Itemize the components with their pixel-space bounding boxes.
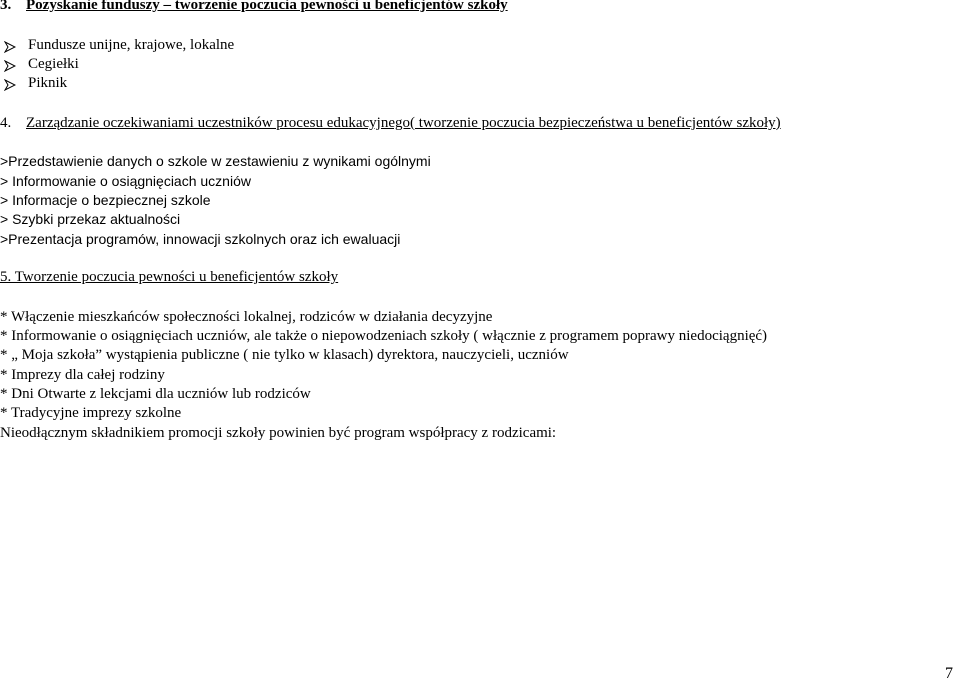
section-5-item: * Imprezy dla całej rodziny [0, 367, 165, 383]
section-3-heading [0, 0, 508, 15]
bullet-label: Cegiełki [28, 56, 79, 72]
section-5-item: * Dni Otwarte z lekcjami dla uczniów lub rodziców [0, 386, 311, 402]
section-3-title: Pozyskanie funduszy – tworzenie poczucia pewności u beneficjentów szkoły [26, 0, 508, 13]
section-5-item: * Informowanie o osiągnięciach uczniów, ale także o niepowodzeniach szkoły ( włącznie z programem poprawy niedociągnięć) [0, 328, 768, 344]
page-number: 7 [945, 665, 953, 682]
section-4-title: Zarządzanie oczekiwaniami uczestników procesu edukacyjnego( tworzenie poczucia bezpieczeństwa u beneficjentów szkoły) [26, 115, 781, 131]
bullet-label: Piknik [28, 75, 68, 91]
section-4-heading [0, 114, 781, 133]
section-5-closing: Nieodłącznym składnikiem promocji szkoły powinien być program współpracy z rodzicami: [0, 425, 557, 441]
section-3-number: 3. [0, 0, 12, 13]
bullet-item-picnic [4, 74, 67, 93]
section-5-item: * Włączenie mieszkańców społeczności lokalnej, rodziców w działania decyzyjne [0, 309, 493, 325]
arrow-bullet-icon [4, 59, 16, 71]
section-5-heading: 5. Tworzenie poczucia pewności u beneficjentów szkoły [0, 269, 339, 285]
bullet-item-funding [4, 36, 234, 55]
section-4-item: > Informowanie o osiągnięciach uczniów [0, 173, 251, 189]
section-5-item: * „ Moja szkoła” wystąpienia publiczne ( nie tylko w klasach) dyrektora, nauczycieli, uczniów [0, 347, 569, 363]
arrow-bullet-icon [4, 40, 16, 52]
section-5-item: * Tradycyjne imprezy szkolne [0, 405, 182, 421]
arrow-bullet-icon [4, 78, 16, 90]
section-4-item: > Informacje o bezpiecznej szkole [0, 192, 211, 208]
section-4-item: >Prezentacja programów, innowacji szkolnych oraz ich ewaluacji [0, 231, 401, 247]
section-4-number: 4. [0, 115, 12, 131]
section-4-item: >Przedstawienie danych o szkole w zestawieniu z wynikami ogólnymi [0, 153, 431, 169]
section-4-item: > Szybki przekaz aktualności [0, 211, 181, 227]
bullet-label: Fundusze unijne, krajowe, lokalne [28, 37, 235, 53]
bullet-item-bricks [4, 55, 79, 74]
